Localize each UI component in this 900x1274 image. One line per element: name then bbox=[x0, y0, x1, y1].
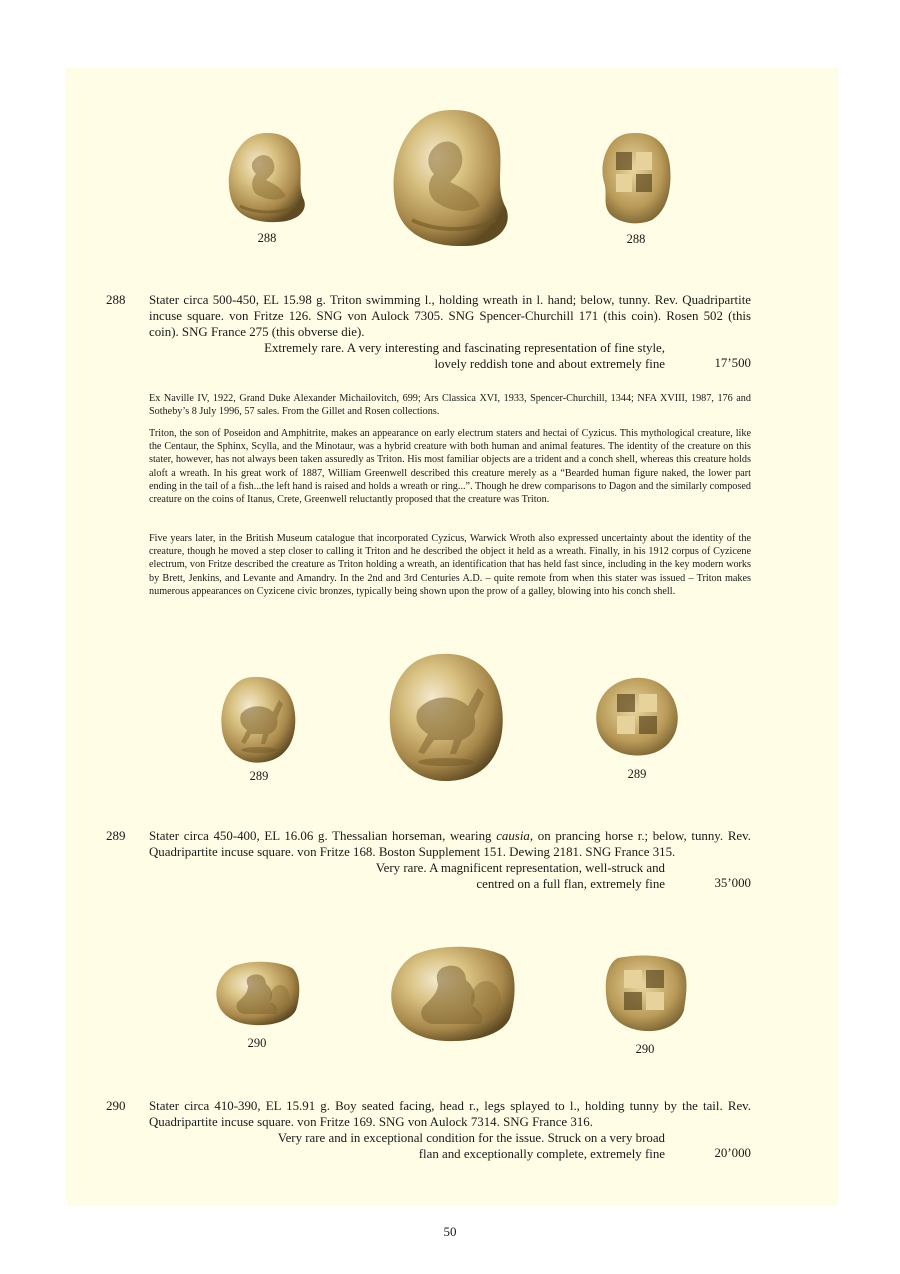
condition-line-1: Extremely rare. A very interesting and fascinating representation of fine style, bbox=[264, 341, 665, 355]
provenance-note: Ex Naville IV, 1922, Grand Duke Alexander Michailovitch, 699; Ars Classica XVI, 1933, Spencer-Churchill, 1344; NFA XVIII, 1987, 176 and Sotheby’s 8 July 1996, 57 sales. From the Gillet and Rosen collections. bbox=[149, 393, 751, 418]
lot-290-obverse-caption: 290 bbox=[247, 1036, 267, 1050]
condition-line-1: Very rare. A magnificent representation, well-struck and bbox=[375, 861, 665, 875]
description-text: , on prancing horse r.; below, tunny. Rev. Quadripartite incuse square. von Fritze 168. Boston Supplement 151. Dewing 2181. SNG France 315. bbox=[149, 829, 751, 859]
lot-288-obverse-small-coin bbox=[226, 130, 308, 224]
lot-price: 35’000 bbox=[714, 876, 751, 890]
lot-description bbox=[149, 828, 751, 860]
condition-line-2: centred on a full flan, extremely fine bbox=[476, 877, 665, 891]
lot-288-reverse-small-coin bbox=[598, 130, 674, 226]
lot-290-reverse-small-coin bbox=[604, 952, 688, 1034]
lot-289-obverse-enlarged-coin bbox=[386, 650, 508, 784]
page-number: 50 bbox=[443, 1224, 457, 1239]
lot-288-reverse-caption: 288 bbox=[626, 232, 646, 246]
lot-288-obverse-enlarged-coin bbox=[390, 106, 516, 248]
commentary-paragraph-1: Triton, the son of Poseidon and Amphitrite, makes an appearance on early electrum staters and hectai of Cyzicus. This mythological creature, like the Centaur, the Sphinx, Scylla, and the Minotaur, was a hybrid creature with both human and animal features. The identity of the creature on this stater, however, has not always been taken assuredly as Triton. His most familiar objects are a trident and a conch shell, whereas this creature holds aloft a wreath. In his great work of 1887, William Greenwell described this creature merely as a “Bearded human figure naked, the lower part ending in the tail of a fish...the left hand is raised and holds a wreath or ring...”. Though he drew comparisons to Dagon and the similarly composed creature on the coins of Itanus, Crete, Greenwell reluctantly proposed that the creature was Triton. bbox=[149, 428, 751, 506]
lot-289-reverse-small-coin bbox=[593, 674, 681, 758]
lot-289-reverse-caption: 289 bbox=[627, 767, 647, 781]
lot-290-obverse-enlarged-coin bbox=[388, 942, 520, 1044]
description-text: Stater circa 450-400, EL 16.06 g. Thessalian horseman, wearing bbox=[149, 829, 497, 843]
lot-288-obverse-caption: 288 bbox=[257, 231, 277, 245]
lot-289-obverse-small-coin bbox=[219, 674, 299, 764]
lot-price: 20’000 bbox=[714, 1146, 751, 1160]
lot-number: 289 bbox=[106, 828, 126, 843]
lot-290-reverse-caption: 290 bbox=[635, 1042, 655, 1056]
lot-description: Stater circa 500-450, EL 15.98 g. Triton swimming l., holding wreath in l. hand; below, tunny. Rev. Quadripartite incuse square. von Fritze 126. SNG von Aulock 7305. SNG Spencer-Churchill 171 (this coin). Rosen 502 (this coin). SNG France 275 (this obverse die). bbox=[149, 293, 751, 339]
lot-number: 288 bbox=[106, 292, 126, 307]
lot-289-obverse-caption: 289 bbox=[249, 769, 269, 783]
condition-line-1: Very rare and in exceptional condition for the issue. Struck on a very broad bbox=[277, 1131, 665, 1145]
lot-price: 17’500 bbox=[714, 356, 751, 370]
lot-number: 290 bbox=[106, 1098, 126, 1113]
lot-290-obverse-small-coin bbox=[214, 958, 302, 1028]
description-italic-term: causia bbox=[496, 829, 530, 843]
condition-line-2: flan and exceptionally complete, extremely fine bbox=[418, 1147, 665, 1161]
condition-line-2: lovely reddish tone and about extremely fine bbox=[434, 357, 665, 371]
commentary-paragraph-2: Five years later, in the British Museum catalogue that incorporated Cyzicus, Warwick Wroth also expressed uncertainty about the identity of the creature, though he moved a step closer to calling it Triton and he described the object it held as a wreath. Finally, in his 1912 corpus of Cyzicene electrum, von Fritze described the creature as Triton holding a wreath, an identification that has held fast since, including in the key modern works by Brett, Jenkins, and Levante and Amandry. In the 2nd and 3rd Centuries A.D. – quite remote from when this stater was issued – Triton makes numerous appearances on Cyzicene civic bronzes, typically being shown upon the prow of a galley, blowing into his conch shell. bbox=[149, 533, 751, 597]
lot-description: Stater circa 410-390, EL 15.91 g. Boy seated facing, head r., legs splayed to l., holding tunny by the tail. Rev. Quadripartite incuse square. von Fritze 169. SNG von Aulock 7314. SNG France 316. bbox=[149, 1099, 751, 1129]
